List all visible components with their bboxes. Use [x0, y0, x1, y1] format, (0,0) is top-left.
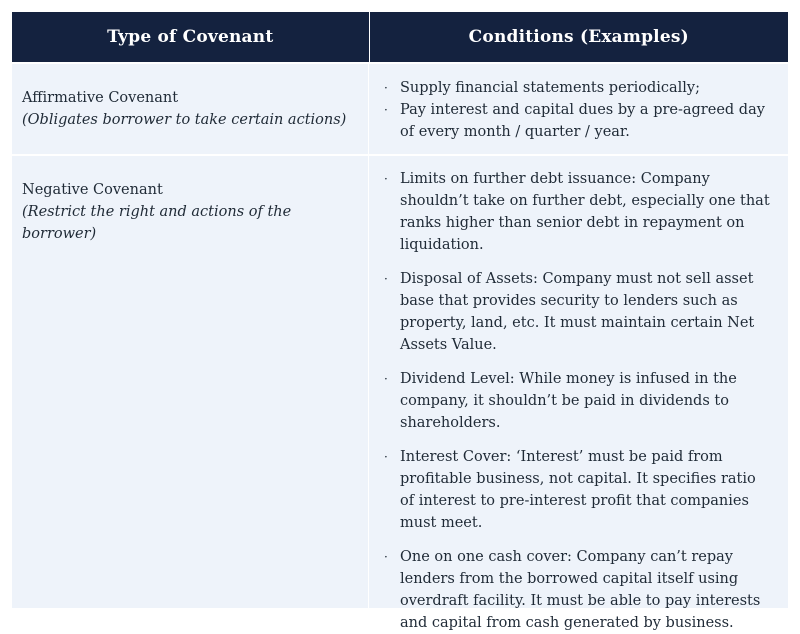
bullet-icon: · [384, 81, 388, 95]
conditions-cell [369, 64, 788, 154]
bullet-icon: · [384, 550, 388, 564]
bullet-icon: · [384, 372, 388, 386]
list-item [384, 368, 774, 434]
list-item [384, 77, 774, 99]
condition-text: Disposal of Assets: Company must not sell asset base that provides security to lenders such as property, land, etc. It must maintain certain Net Assets Value. [400, 271, 755, 353]
conditions-cell [369, 156, 788, 631]
bullet-icon: · [384, 272, 388, 286]
condition-text: Supply financial statements periodically; [400, 80, 700, 96]
list-item [384, 268, 774, 356]
covenant-type-cell [12, 156, 369, 608]
condition-text: Interest Cover: ‘Interest’ must be paid from profitable business, not capital. It specifies ratio of interest to pre-interest profit that companies must meet. [400, 449, 756, 531]
condition-text: Pay interest and capital dues by a pre-agreed day of every month / quarter / year. [400, 102, 765, 140]
covenant-type-cell [12, 64, 369, 154]
covenant-name: Negative Covenant [22, 182, 163, 198]
table-header [12, 12, 788, 62]
condition-text: Limits on further debt issuance: Company shouldn’t take on further debt, especially one that ranks higher than senior debt in repayment on liquidation. [400, 171, 770, 253]
covenant-table [12, 12, 788, 631]
bullet-icon: · [384, 103, 388, 117]
list-item [384, 446, 774, 534]
list-item [384, 99, 774, 143]
bullet-icon: · [384, 172, 388, 186]
list-item [384, 546, 774, 634]
covenant-description: (Restrict the right and actions of the borrower) [22, 204, 292, 242]
table-row-negative [12, 154, 788, 631]
condition-text: One on one cash cover: Company can’t repay lenders from the borrowed capital itself using overdraft facility. It must be able to pay interests and capital from cash generated by business. [400, 549, 761, 631]
table-row-affirmative [12, 62, 788, 154]
condition-text: Dividend Level: While money is infused in the company, it shouldn’t be paid in dividends to shareholders. [400, 371, 737, 431]
bullet-icon: · [384, 450, 388, 464]
column-header-conditions: Conditions (Examples) [468, 27, 689, 47]
covenant-description: (Obligates borrower to take certain actions) [22, 112, 347, 128]
covenant-name: Affirmative Covenant [22, 90, 179, 106]
list-item [384, 168, 774, 256]
column-header-type: Type of Covenant [12, 12, 370, 62]
